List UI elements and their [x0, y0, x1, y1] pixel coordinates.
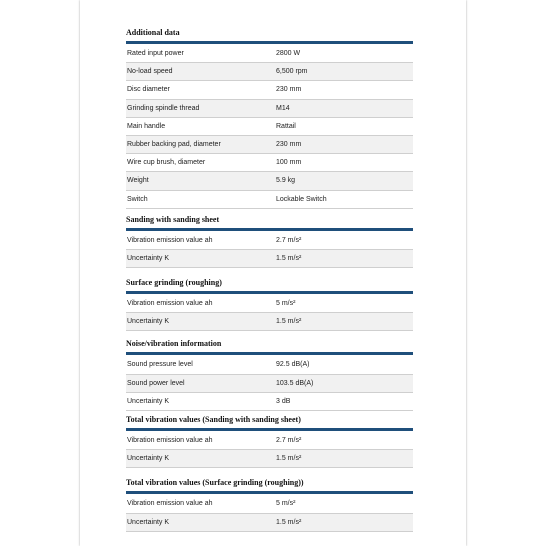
- row-value: 100 mm: [276, 159, 302, 167]
- row-value: 103.5 dB(A): [276, 379, 314, 387]
- row-value: 230 mm: [276, 86, 302, 94]
- row-label: Vibration emission value ah: [127, 437, 213, 444]
- table-row: [126, 154, 413, 172]
- section-rule: [126, 428, 413, 431]
- table-row: [126, 514, 413, 532]
- row-value: 92.5 dB(A): [276, 361, 310, 369]
- table-row: [126, 250, 413, 268]
- row-value: 5 m/s²: [276, 300, 296, 308]
- section-rule: [126, 41, 413, 44]
- row-label: Disc diameter: [127, 86, 170, 94]
- row-value: 2800 W: [276, 50, 301, 57]
- row-label: Uncertainty K: [127, 254, 170, 262]
- row-value: 230 mm: [276, 140, 302, 148]
- row-label: Main handle: [127, 122, 166, 130]
- table-row: [126, 118, 413, 136]
- section-title: Sanding with sanding sheet: [126, 214, 220, 224]
- table-row: [126, 450, 413, 468]
- row-label: Switch: [127, 195, 148, 203]
- row-value: 2.7 m/s²: [276, 236, 302, 244]
- table-row: [126, 432, 413, 450]
- row-label: Sound power level: [127, 379, 185, 387]
- row-label: Uncertainty K: [127, 455, 170, 463]
- row-value: 6,500 rpm: [276, 68, 308, 76]
- row-label: Weight: [127, 177, 149, 185]
- table-row: [126, 295, 413, 313]
- section-title: Noise/vibration information: [126, 339, 222, 349]
- table-row: [126, 356, 413, 374]
- row-value: 1.5 m/s²: [276, 254, 302, 262]
- row-label: Vibration emission value ah: [127, 500, 213, 508]
- row-label: No-load speed: [127, 68, 173, 76]
- section-rule: [126, 352, 413, 355]
- table-row: [126, 313, 413, 331]
- section-title: Total vibration values (Sanding with sanding sheet): [126, 415, 301, 424]
- section-rule: [126, 228, 413, 231]
- table-row: [126, 63, 413, 81]
- row-label: Rated input power: [127, 50, 184, 57]
- document-page: [80, 0, 466, 546]
- section-title: Total vibration values (Surface grinding (roughing)): [126, 478, 304, 488]
- row-label: Uncertainty K: [127, 397, 170, 405]
- row-value: 1.5 m/s²: [276, 318, 302, 326]
- row-value: 3 dB: [276, 397, 291, 405]
- row-label: Vibration emission value ah: [127, 300, 213, 308]
- table-row: [126, 172, 413, 190]
- table-row: [126, 81, 413, 99]
- row-label: Uncertainty K: [127, 518, 170, 526]
- row-value: 1.5 m/s²: [276, 455, 302, 463]
- table-row: [126, 232, 413, 250]
- row-label: Rubber backing pad, diameter: [127, 140, 221, 148]
- table-row: [126, 495, 413, 513]
- row-value: 5.9 kg: [276, 177, 296, 185]
- row-value: 5 m/s²: [276, 500, 296, 508]
- row-label: Uncertainty K: [127, 318, 170, 326]
- section-title: Additional data: [126, 28, 180, 37]
- spec-sheet: [126, 24, 413, 532]
- table-row: [126, 100, 413, 118]
- row-value: 2.7 m/s²: [276, 437, 302, 444]
- section-rule: [126, 291, 413, 294]
- row-value: M14: [276, 104, 290, 112]
- row-value: 1.5 m/s²: [276, 518, 302, 526]
- table-row: [126, 45, 413, 63]
- section-rule: [126, 491, 413, 494]
- section-title: Surface grinding (roughing): [126, 278, 222, 288]
- row-value: Rattail: [276, 122, 296, 130]
- row-label: Sound pressure level: [127, 361, 193, 369]
- row-label: Vibration emission value ah: [127, 236, 213, 244]
- table-row: [126, 136, 413, 154]
- table-row: [126, 191, 413, 209]
- row-label: Wire cup brush, diameter: [127, 159, 206, 167]
- row-label: Grinding spindle thread: [127, 104, 200, 112]
- row-value: Lockable Switch: [276, 195, 327, 203]
- table-row: [126, 393, 413, 411]
- table-row: [126, 375, 413, 393]
